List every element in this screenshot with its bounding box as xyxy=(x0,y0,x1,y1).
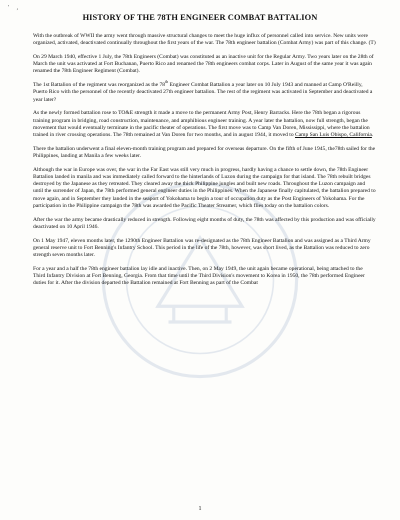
paragraph-4-suffix: . xyxy=(371,132,374,139)
paragraph-8: On 1 May 1947, eleven months later, the 1290th Engineer Battalion was re-designated as the 78th Engineer Battalion and was assigned as a Third Army general reserve unit to Fort Benning's Infantry School. This period in the life of the 78th, however, was short lived, as the Battalion was reduced to zero strength seven months later. xyxy=(33,237,371,259)
paragraph-4 xyxy=(33,110,376,139)
paragraph-3-superscript: th xyxy=(165,79,169,85)
paragraph-2: On 29 March 1940, effective 1 July, the 78th Engineers (Combat) was constituted as an inactive unit for the Regular Army. Two years later on the 28th of March the unit was activated at Fort Buchanan, Puerto Rico and renamed the 78th engineers combat corps. Later in August of the same year it was again renamed the 78th Engineer Regiment (Combat). xyxy=(33,54,374,75)
paragraph-7: After the war the army became drastically reduced in strength. Following eight months of duty, the 78th was affected by this production and was officially deactivated on 10 April 1946. xyxy=(33,216,376,230)
paragraph-4-prefix: As the newly formed battalion rose to TO&E strength it made a move to the permanent Army Post, Henry Barracks. Here the 78th began a rigorous training program in bridging, road construction, maintenance, and amphibious engineer training. A year later the battalion, now full strength, began the movement that would eventually terminate in the pacific theater of operations. The first move was to Camp Van Doren, Mississippi, where the battalion trained in river crossing operations. The 78th remained at Van Doren for two months, and in august 1944, it moved to xyxy=(33,110,370,139)
paragraph-5: There the battalion underwent a final eleven-month training program and prepared for overseas departure. On the fifth of June 1945, the78th sailed for the Philippines, landing at Manila a few weeks later. xyxy=(33,145,376,160)
document-body xyxy=(33,33,376,294)
paragraph-3-prefix: The 1st Battalion of the regiment was reorganized as the 78 xyxy=(33,82,166,89)
paragraph-3 xyxy=(33,79,376,104)
paragraph-9: For a year and a half the 78th engineer battalion lay idle and inactive. Then, on 2 May 1949, the unit again became operational, being attached to the Third Infantry Division at Fort Benning, Georgia. From that time until the Third Division's movement to Korea in 1950, the 78th performed Engineer duties for it. After the division departed the Battalion remained at Fort Benning as part of the Combat xyxy=(33,265,365,287)
paragraph-3-suffix: Engineer Combat Battalion a year later on 10 July 1943 and manned at Camp O'Reilly, Puerto Rico with the personnel of the recently deactivated 27th engineer battalion. The rest of the regiment was activated in September and deactivated a year later? xyxy=(33,82,373,103)
document-title: HISTORY OF THE 78TH ENGINEER COMBAT BATTALION xyxy=(82,13,318,22)
paragraph-6: Although the war in Europe was over, the war in the Far East was still very much in progress, hardly having a chance to settle down, the 78th Engineer Battalion landed in manila and was immediately called forward to the hinterlands of Luzon during the campaign for that island. The 78th rebuilt bridges destroyed by the Japanese as they retreated. They cleared away the thick Philippine jungles and built new roads. Throughout the Luzon campaign and until the surrender of Japan, the 78th performed general engineer duties in the Philippines. When the Japanese finally capitulated, the battalion prepared to move again, and in September they landed in the seaport of Yokohama to begin a tour of occupation duty as the Post Engineers of Yokohama. For the participation in the Philippine campaign the 78th was awarded the Pacific Theater Streamer, which flies today on the battalion colors. xyxy=(33,166,376,209)
paragraph-4-place: Camp San Luis Obispo, California xyxy=(295,132,372,139)
page-number: 1 xyxy=(198,506,202,512)
paragraph-1: With the outbreak of WWII the army went through massive structural changes to meet the huge influx of personnel called into service. New units were organized, activated, deactivated continually throughout the first years of the war. The 78th engineer battalion (Combat Army) was part of this change. (T) xyxy=(33,33,376,47)
corner-marks: ' , xyxy=(8,5,22,11)
